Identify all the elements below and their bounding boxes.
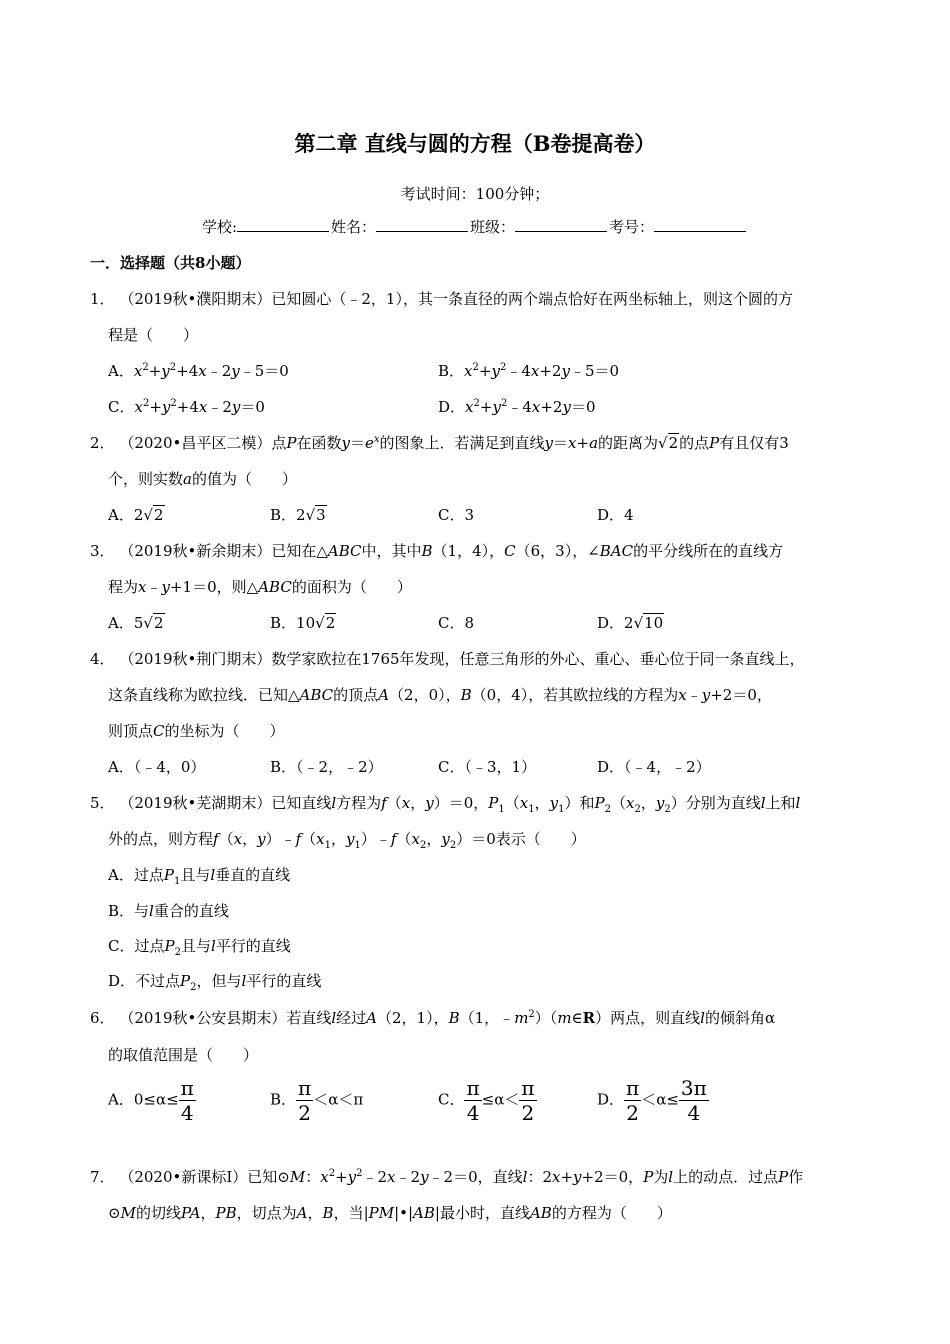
- q4-line2: 这条直线称为欧拉线．已知△ABC的顶点A（2，0），B（0，4），若其欧拉线的方程为x﹣y+2＝0，: [108, 686, 772, 704]
- q5-line2: 外的点，则方程f（x，$y)﹣f(x_1$，$y_1)﹣f(x_2$，$y_2)=0$表示（ ）: [108, 830, 586, 851]
- q4-option-d[interactable]: D．（﹣4，﹣2）: [597, 758, 711, 776]
- class-label: 班级：: [470, 218, 516, 236]
- q6-option-b[interactable]: B． $\frac{\pi}{2}$ ＜α＜π: [270, 1076, 364, 1125]
- q3-option-c[interactable]: C．8: [438, 614, 475, 632]
- school-blank[interactable]: [237, 217, 329, 232]
- q1-line2: 程是（ ）: [108, 326, 199, 344]
- q2-option-d[interactable]: D．4: [597, 506, 634, 524]
- q1-option-b[interactable]: B．$x^2+y^2﹣4x+2y﹣5=0$: [438, 362, 620, 380]
- q2-line2: 个，则实数a的值为（ ）: [108, 470, 297, 488]
- q1-line1: 1． （2019秋•濮阳期末）已知圆心（﹣2，1），其一条直径的两个端点恰好在两坐标轴上，则这个圆的方: [90, 290, 793, 308]
- q4-line1: 4． （2019秋•荆门期末）数学家欧拉在1765年发现，任意三角形的外心、重心、垂心位于同一条直线上，: [90, 650, 805, 668]
- q1-option-d[interactable]: D．$x^2+y^2﹣4x+2y=0$: [438, 398, 596, 416]
- q3-option-b[interactable]: B．10√2: [270, 614, 336, 632]
- info-fields: [0, 216, 950, 237]
- q6-option-c[interactable]: C． $\frac{\pi}{4}$ ≤α＜ $\frac{\pi}{2}$: [438, 1076, 535, 1125]
- q4-option-b[interactable]: B．（﹣2，﹣2）: [270, 758, 383, 776]
- q1-option-a[interactable]: A．$x^2+y^2+4x﹣2y﹣5=0$: [108, 362, 289, 380]
- q3-option-a[interactable]: A．5√2: [108, 614, 164, 632]
- sqrt-2: √2: [658, 434, 679, 452]
- q2-option-a[interactable]: A．2√2: [108, 506, 164, 524]
- q5-line1: 5． （2019秋•芜湖期末）已知直线l方程为f（x，y）＝0，$P_1(x_1$，$y_1$）和$P_2(x_2$，$y_2$）分别为直线l上和l: [90, 794, 801, 815]
- page-title: 第二章 直线与圆的方程（B卷提高卷）: [294, 131, 656, 156]
- q2-line1: 2． （2020•昌平区二模）点P在函数$y=e^x$的图象上．若满足到直线y＝x+a的距离为√2的点P有且仅有3: [90, 434, 789, 452]
- number-blank[interactable]: [654, 217, 746, 232]
- q5-option-b[interactable]: B．与l重合的直线: [108, 902, 229, 920]
- q6-option-a[interactable]: A．0≤α≤ $\frac{\pi}{4}$: [108, 1076, 194, 1125]
- number-label: 考号：: [609, 218, 655, 236]
- name-blank[interactable]: [376, 217, 468, 232]
- q3-option-d[interactable]: D．2√10: [597, 614, 664, 632]
- q4-line3: 则顶点C的坐标为（ ）: [108, 722, 285, 740]
- q5-option-c[interactable]: C．过点$P_2$且与l平行的直线: [108, 937, 291, 958]
- q5-option-d[interactable]: D．不过点$P_2$，但与l平行的直线: [108, 972, 322, 993]
- class-blank[interactable]: [515, 217, 607, 232]
- q2-option-c[interactable]: C．3: [438, 506, 475, 524]
- section-heading: 一．选择题（共8小题）: [90, 254, 251, 272]
- q5-option-a[interactable]: A．过点$P_1$且与l垂直的直线: [108, 866, 291, 887]
- q7-line1: 7． （2020•新课标Ⅰ）已知⊙M：$x^2+y^2﹣2x﹣2y﹣2=0$，直线l：2x+y+2＝0，P为l上的动点．过点P作: [90, 1168, 804, 1186]
- q7-line2: ⊙M的切线PA，PB，切点为A，B，当|PM|•|AB|最小时，直线AB的方程为（ ）: [108, 1204, 672, 1222]
- q6-line2: 的取值范围是（ ）: [108, 1046, 259, 1064]
- q4-option-c[interactable]: C．（﹣3，1）: [438, 758, 537, 776]
- q6-option-d[interactable]: D． $\frac{\pi}{2}$ ＜α≤ $\frac{3\pi}{4}$: [597, 1076, 707, 1125]
- q3-line2: 程为x﹣y+1＝0，则△ABC的面积为（ ）: [108, 578, 412, 596]
- q3-line1: 3． （2019秋•新余期末）已知在△ABC中，其中B（1，4），C（6，3），∠BAC的平分线所在的直线方: [90, 542, 784, 560]
- q2-option-b[interactable]: B．2√3: [270, 506, 326, 524]
- q4-option-a[interactable]: A．（﹣4，0）: [108, 758, 206, 776]
- q6-line1: 6． （2019秋•公安县期末）若直线l经过A（2，1），B（1，$﹣m^2)(m\in R)$两点，则直线l的倾斜角α: [90, 1009, 776, 1027]
- q1-option-c[interactable]: C．$x^2+y^2+4x﹣2y=0$: [108, 398, 265, 416]
- school-label: 学校:: [201, 218, 237, 236]
- exam-time: 考试时间：100分钟；: [400, 185, 550, 203]
- name-label: 姓名：: [331, 218, 377, 236]
